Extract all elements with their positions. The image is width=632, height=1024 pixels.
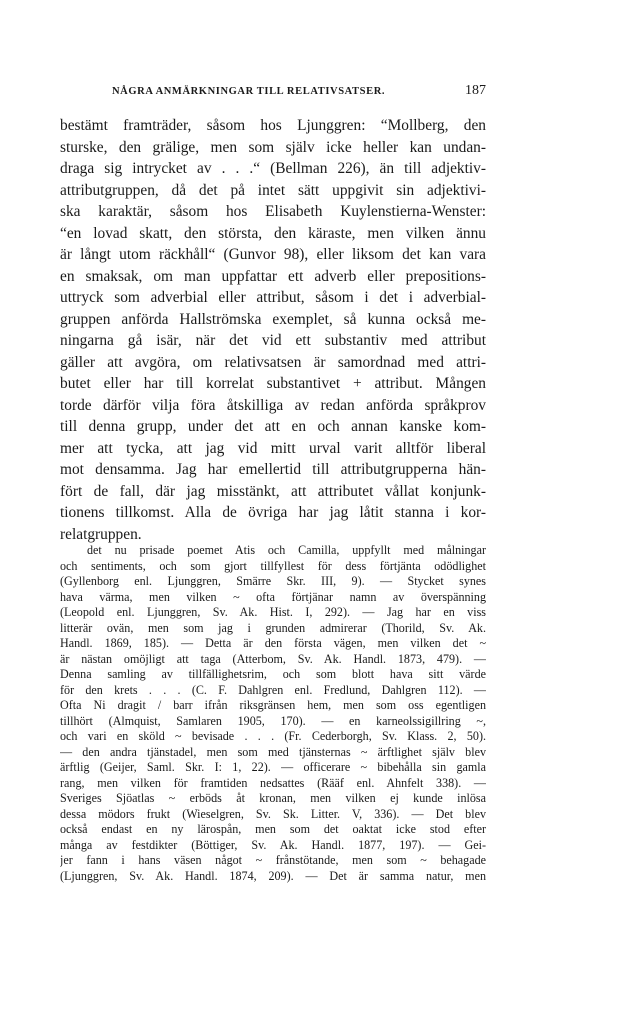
small-print-line: rang, men vilken för framtiden nedsattes (Rääf enl. Ahnfelt 338). — — [60, 775, 486, 790]
small-print-line: jer fann i hans väsen något ~ frånstötande, men som ~ behagade — [60, 853, 486, 867]
small-print-line: Ofta Ni dragit / barr ifrån riksgränsen hem, men som oss egentligen — [60, 698, 486, 712]
text-line: draga sig intrycket av . . .“ (Bellman 226), än till adjektiv- — [60, 160, 486, 177]
small-print-examples — [60, 543, 486, 884]
small-print-line: är nästan omöjligt att taga (Atterbom, Sv. Ak. Handl. 1873, 479). — — [60, 651, 486, 666]
small-print-line: Denna samling av tillfällighetsrim, och som blott hava sitt värde — [60, 667, 486, 681]
small-print-line: Handl. 1869, 185). — Detta är den första vägen, men vilken det ~ — [60, 636, 486, 650]
small-print-line: tillhört (Almquist, Samlaren 1905, 170). — en karneolssigillring ~, — [60, 713, 486, 728]
small-print-line: det nu prisade poemet Atis och Camilla, uppfyllt med målningar — [87, 543, 486, 557]
text-line: mot densamma. Jag har emellertid till attributgrupperna hän- — [60, 461, 486, 478]
small-print-line: (Ljunggren, Sv. Ak. Handl. 1874, 209). — Det är samma natur, men — [60, 868, 486, 883]
small-print-line: hava värma, men vilken ~ ofta förtjänar namn av överspänning — [60, 589, 486, 604]
text-line: gäller att avgöra, om relativsatsen är samordnad med attri- — [60, 353, 486, 371]
text-line: tionens tillkomst. Alla de övriga har jag låtit stanna i kor- — [60, 504, 486, 521]
text-line: ska karaktär, såsom hos Elisabeth Kuylenstierna-Wenster: — [60, 203, 486, 220]
text-line: butet eller har till korrelat substantivet + attribut. Mången — [60, 375, 486, 392]
small-print-line: — den andra tjänstadel, men som med tjänsternas ~ ärftlighet själv blev — [60, 744, 486, 759]
text-line: sturske, den grälige, men som själv icke heller kan undan- — [60, 138, 486, 156]
small-print-line: och sentiments, och som gjort tillfyllest för dess förtjänta odödlighet — [60, 558, 486, 573]
text-line: torde därför vilja föra åtskilliga av redan anförda språkprov — [60, 396, 486, 414]
running-head-title: NÅGRA ANMÄRKNINGAR TILL RELATIVSATSER. — [112, 86, 386, 97]
page-number: 187 — [465, 83, 486, 98]
text-line: en smaksak, om man uppfattar ett adverb eller prepositions- — [60, 267, 486, 285]
small-print-line: också endast en ny lärospån, men som det oaktat icke stod efter — [60, 822, 486, 836]
text-line: är långt utom räckhåll“ (Gunvor 98), eller liksom det kan vara — [60, 246, 486, 263]
small-print-line: litterär ovän, men som jag i grunden admirerar (Thorild, Sv. Ak. — [60, 620, 486, 635]
text-line: attributgruppen, då det på intet sätt uppgivit sin adjektivi- — [60, 181, 486, 199]
text-line: fört de fall, där jag misstänkt, att attributet vållat konjunk- — [60, 482, 486, 500]
text-line: bestämt framträder, såsom hos Ljunggren: “Mollberg, den — [60, 117, 486, 134]
main-text-paragraph — [60, 115, 486, 545]
small-print-line: Sveriges Sjöatlas ~ erböds åt kronan, men vilken ej kunde inlösa — [60, 791, 486, 805]
small-print-line: ärftlig (Geijer, Saml. Skr. I: 1, 22). — officerare ~ bibehålla sin gamla — [60, 760, 486, 774]
small-print-line: för den krets . . . (C. F. Dahlgren enl. Fredlund, Dahlgren 112). — — [60, 682, 486, 697]
running-head — [112, 83, 486, 102]
text-line: relatgruppen. — [60, 525, 142, 543]
text-line: uttryck som adverbial eller attribut, såsom i det i adverbial- — [60, 289, 486, 306]
small-print-line: och vari en sköld ~ bevisade . . . (Fr. Cederborgh, Sv. Klass. 2, 50). — [60, 729, 486, 743]
small-print-line: många av festdikter (Böttiger, Sv. Ak. Handl. 1877, 197). — Gei- — [60, 837, 486, 852]
text-line: gruppen anförda Hallströmska exemplet, så kunna också me- — [60, 310, 486, 328]
text-line: “en lovad skatt, den största, den käraste, men vilken ännu — [60, 224, 486, 242]
text-line: mer att tycka, att jag vid mitt urval varit alltför liberal — [60, 439, 486, 457]
text-line: ningarna gå isär, när det vid ett substantiv med attribut — [60, 332, 486, 349]
text-line: till denna grupp, under det att en och annan kanske kom- — [60, 418, 486, 435]
small-print-line: dessa mödors frukt (Wieselgren, Sv. Sk. Litter. V, 336). — Det blev — [60, 806, 486, 821]
small-print-line: (Leopold enl. Ljunggren, Sv. Ak. Hist. I, 292). — Jag har en viss — [60, 605, 486, 619]
small-print-line: (Gyllenborg enl. Ljunggren, Smärre Skr. III, 9). — Stycket synes — [60, 574, 486, 588]
